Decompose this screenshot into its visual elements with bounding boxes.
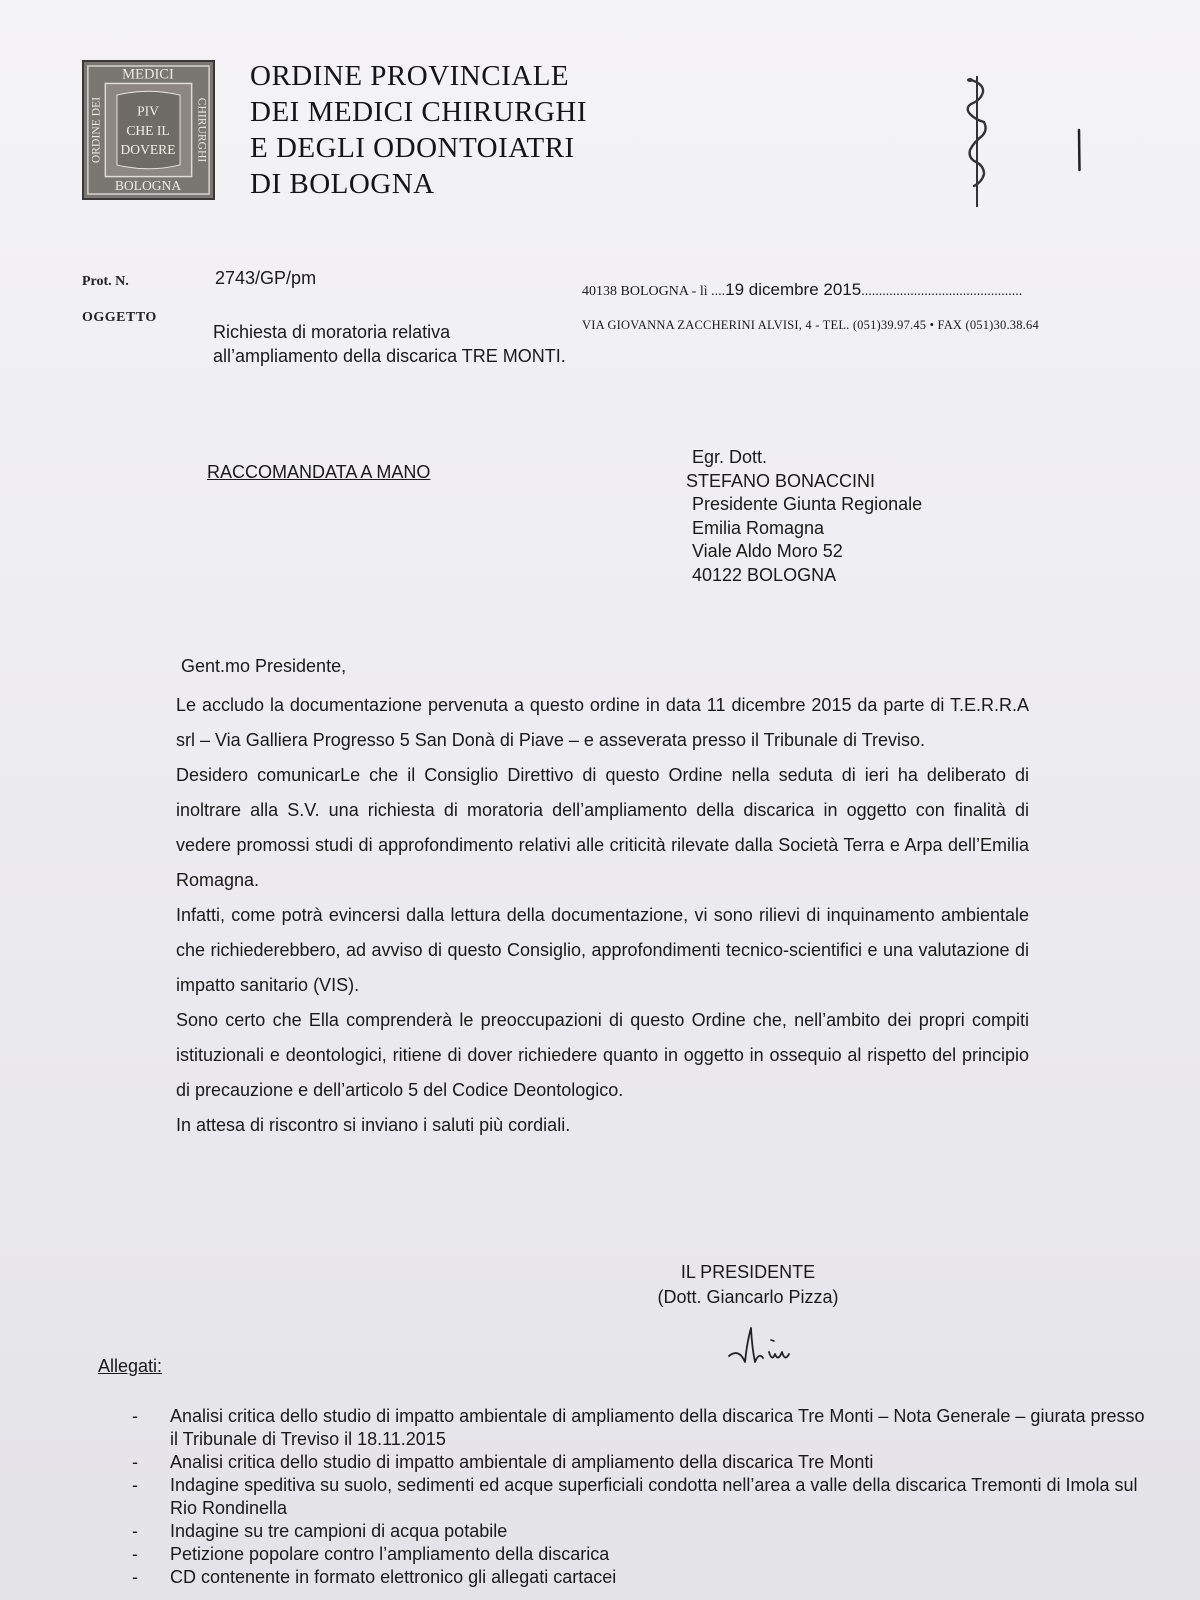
body-paragraph: Le accludo la documentazione pervenuta a questo ordine in data 11 dicembre 2015 da parte di T.E.R.R.A srl – Via Galliera Progresso 5 San Donà di Piave – e asseverata presso il Tribunale di Treviso. (176, 695, 1029, 750)
org-name-line-2: DEI MEDICI CHIRURGHI (250, 96, 588, 128)
recipient-line-4: Emilia Romagna (692, 517, 825, 538)
list-bullet: - (132, 1521, 138, 1541)
handwritten-signature (725, 1322, 825, 1368)
org-name-line-1: ORDINE PROVINCIALE (250, 60, 570, 92)
seal-motto-line-1: PIV (137, 103, 159, 119)
body-paragraph: Infatti, come potrà evincersi dalla lettura della documentazione, vi sono rilievi di inquinamento ambientale che richiederebbero, ad avviso di questo Consiglio, approfondimenti tecnico-scientifici e una valutazione di impatto sanitario (VIS). (176, 905, 1029, 995)
organization-name (250, 58, 587, 202)
attachment-text: Indagine speditiva su suolo, sedimenti ed acque superficiali condotta nell’area a valle della discarica Tremonti di Imola sul Rio Rondinella (170, 1475, 1138, 1518)
letter-subject (213, 320, 566, 368)
date-prefix: 40138 BOLOGNA - lì .... (582, 284, 726, 299)
org-name-line-3: E DEGLI ODONTOIATRI (250, 132, 575, 164)
seal-text-top: MEDICI (122, 66, 174, 83)
list-bullet: - (132, 1567, 138, 1587)
letter-date: 19 dicembre 2015 (725, 280, 862, 299)
seal-motto-line-3: DOVERE (120, 142, 176, 158)
office-address: VIA GIOVANNA ZACCHERINI ALVISI, 4 - TEL. (051)39.97.45 • FAX (051)30.38.64 (582, 318, 1039, 332)
attachment-text: Analisi critica dello studio di impatto ambientale di ampliamento della discarica Tre Monti – Nota Generale – giurata presso il Tribunale di Treviso il 18.11.2015 (170, 1406, 1145, 1449)
place-date-line (582, 280, 1022, 300)
subject-line-1: Richiesta di moratoria relativa (213, 322, 451, 342)
attachments-list (130, 1405, 1150, 1589)
letter-body (176, 688, 1029, 1143)
recipient-address (686, 446, 923, 587)
subject-label: OGGETTO (82, 310, 157, 325)
list-bullet: - (132, 1544, 138, 1564)
seal-graphic (84, 62, 213, 198)
seal-text-left: ORDINE DEI (89, 96, 103, 164)
attachment-text: Indagine su tre campioni di acqua potabile (170, 1521, 508, 1541)
list-bullet: - (132, 1475, 138, 1495)
attachments-heading: Allegati: (98, 1356, 163, 1376)
list-item (130, 1566, 1150, 1589)
list-bullet: - (132, 1406, 138, 1426)
date-dotted-suffix: .............................................. (861, 284, 1023, 299)
list-item (130, 1474, 1150, 1520)
staff-of-asclepius-icon (962, 74, 992, 209)
recipient-line-1: Egr. Dott. (692, 447, 768, 467)
signatory-title: IL PRESIDENTE (680, 1262, 816, 1282)
org-name-line-4: DI BOLOGNA (250, 168, 435, 200)
recipient-line-3: Presidente Giunta Regionale (692, 494, 923, 514)
list-bullet: - (132, 1452, 138, 1472)
seal-text-bottom: BOLOGNA (114, 178, 182, 194)
list-item (130, 1451, 1150, 1474)
recipient-line-5: Viale Aldo Moro 52 (692, 541, 843, 561)
delivery-method: RACCOMANDATA A MANO (207, 462, 431, 482)
body-paragraph: Desidero comunicarLe che il Consiglio Direttivo di questo Ordine nella seduta di ieri ha deliberato di inoltrare alla S.V. una richiesta di moratoria dell’ampliamento della discarica in oggetto con finalità di vedere promossi studi di approfondimento relativi alle criticità rilevate dalla Società Terra e Arpa dell’Emilia Romagna. (176, 765, 1029, 890)
pen-mark-icon (1076, 128, 1082, 172)
subject-line-2: all’ampliamento della discarica TRE MONTI. (213, 346, 566, 366)
body-paragraph: In attesa di riscontro si inviano i saluti più cordiali. (176, 1115, 571, 1135)
attachment-text: Analisi critica dello studio di impatto ambientale di ampliamento della discarica Tre Monti (170, 1452, 874, 1472)
attachment-text: Petizione popolare contro l’ampliamento della discarica (170, 1544, 610, 1564)
signatory-name: (Dott. Giancarlo Pizza) (657, 1287, 839, 1307)
salutation: Gent.mo Presidente, (181, 656, 347, 676)
attachment-text: CD contenente in formato elettronico gli allegati cartacei (170, 1567, 617, 1587)
recipient-line-6: 40122 BOLOGNA (692, 564, 837, 585)
protocol-label: Prot. N. (82, 274, 129, 289)
seal-text-right: CHIRURGHI (195, 97, 209, 163)
signature-block (628, 1260, 868, 1310)
list-item (130, 1543, 1150, 1566)
protocol-number: 2743/GP/pm (215, 268, 317, 288)
list-item (130, 1520, 1150, 1543)
list-item (130, 1405, 1150, 1451)
recipient-line-2: STEFANO BONACCINI (686, 470, 876, 491)
seal-motto-line-2: CHE IL (126, 122, 170, 138)
body-paragraph: Sono certo che Ella comprenderà le preoccupazioni di questo Ordine che, nell’ambito dei propri compiti istituzionali e deontologici, ritiene di dover richiedere quanto in oggetto in ossequio al rispetto del principio di precauzione e dell’articolo 5 del Codice Deontologico. (176, 1010, 1029, 1100)
order-seal-logo (82, 60, 215, 200)
